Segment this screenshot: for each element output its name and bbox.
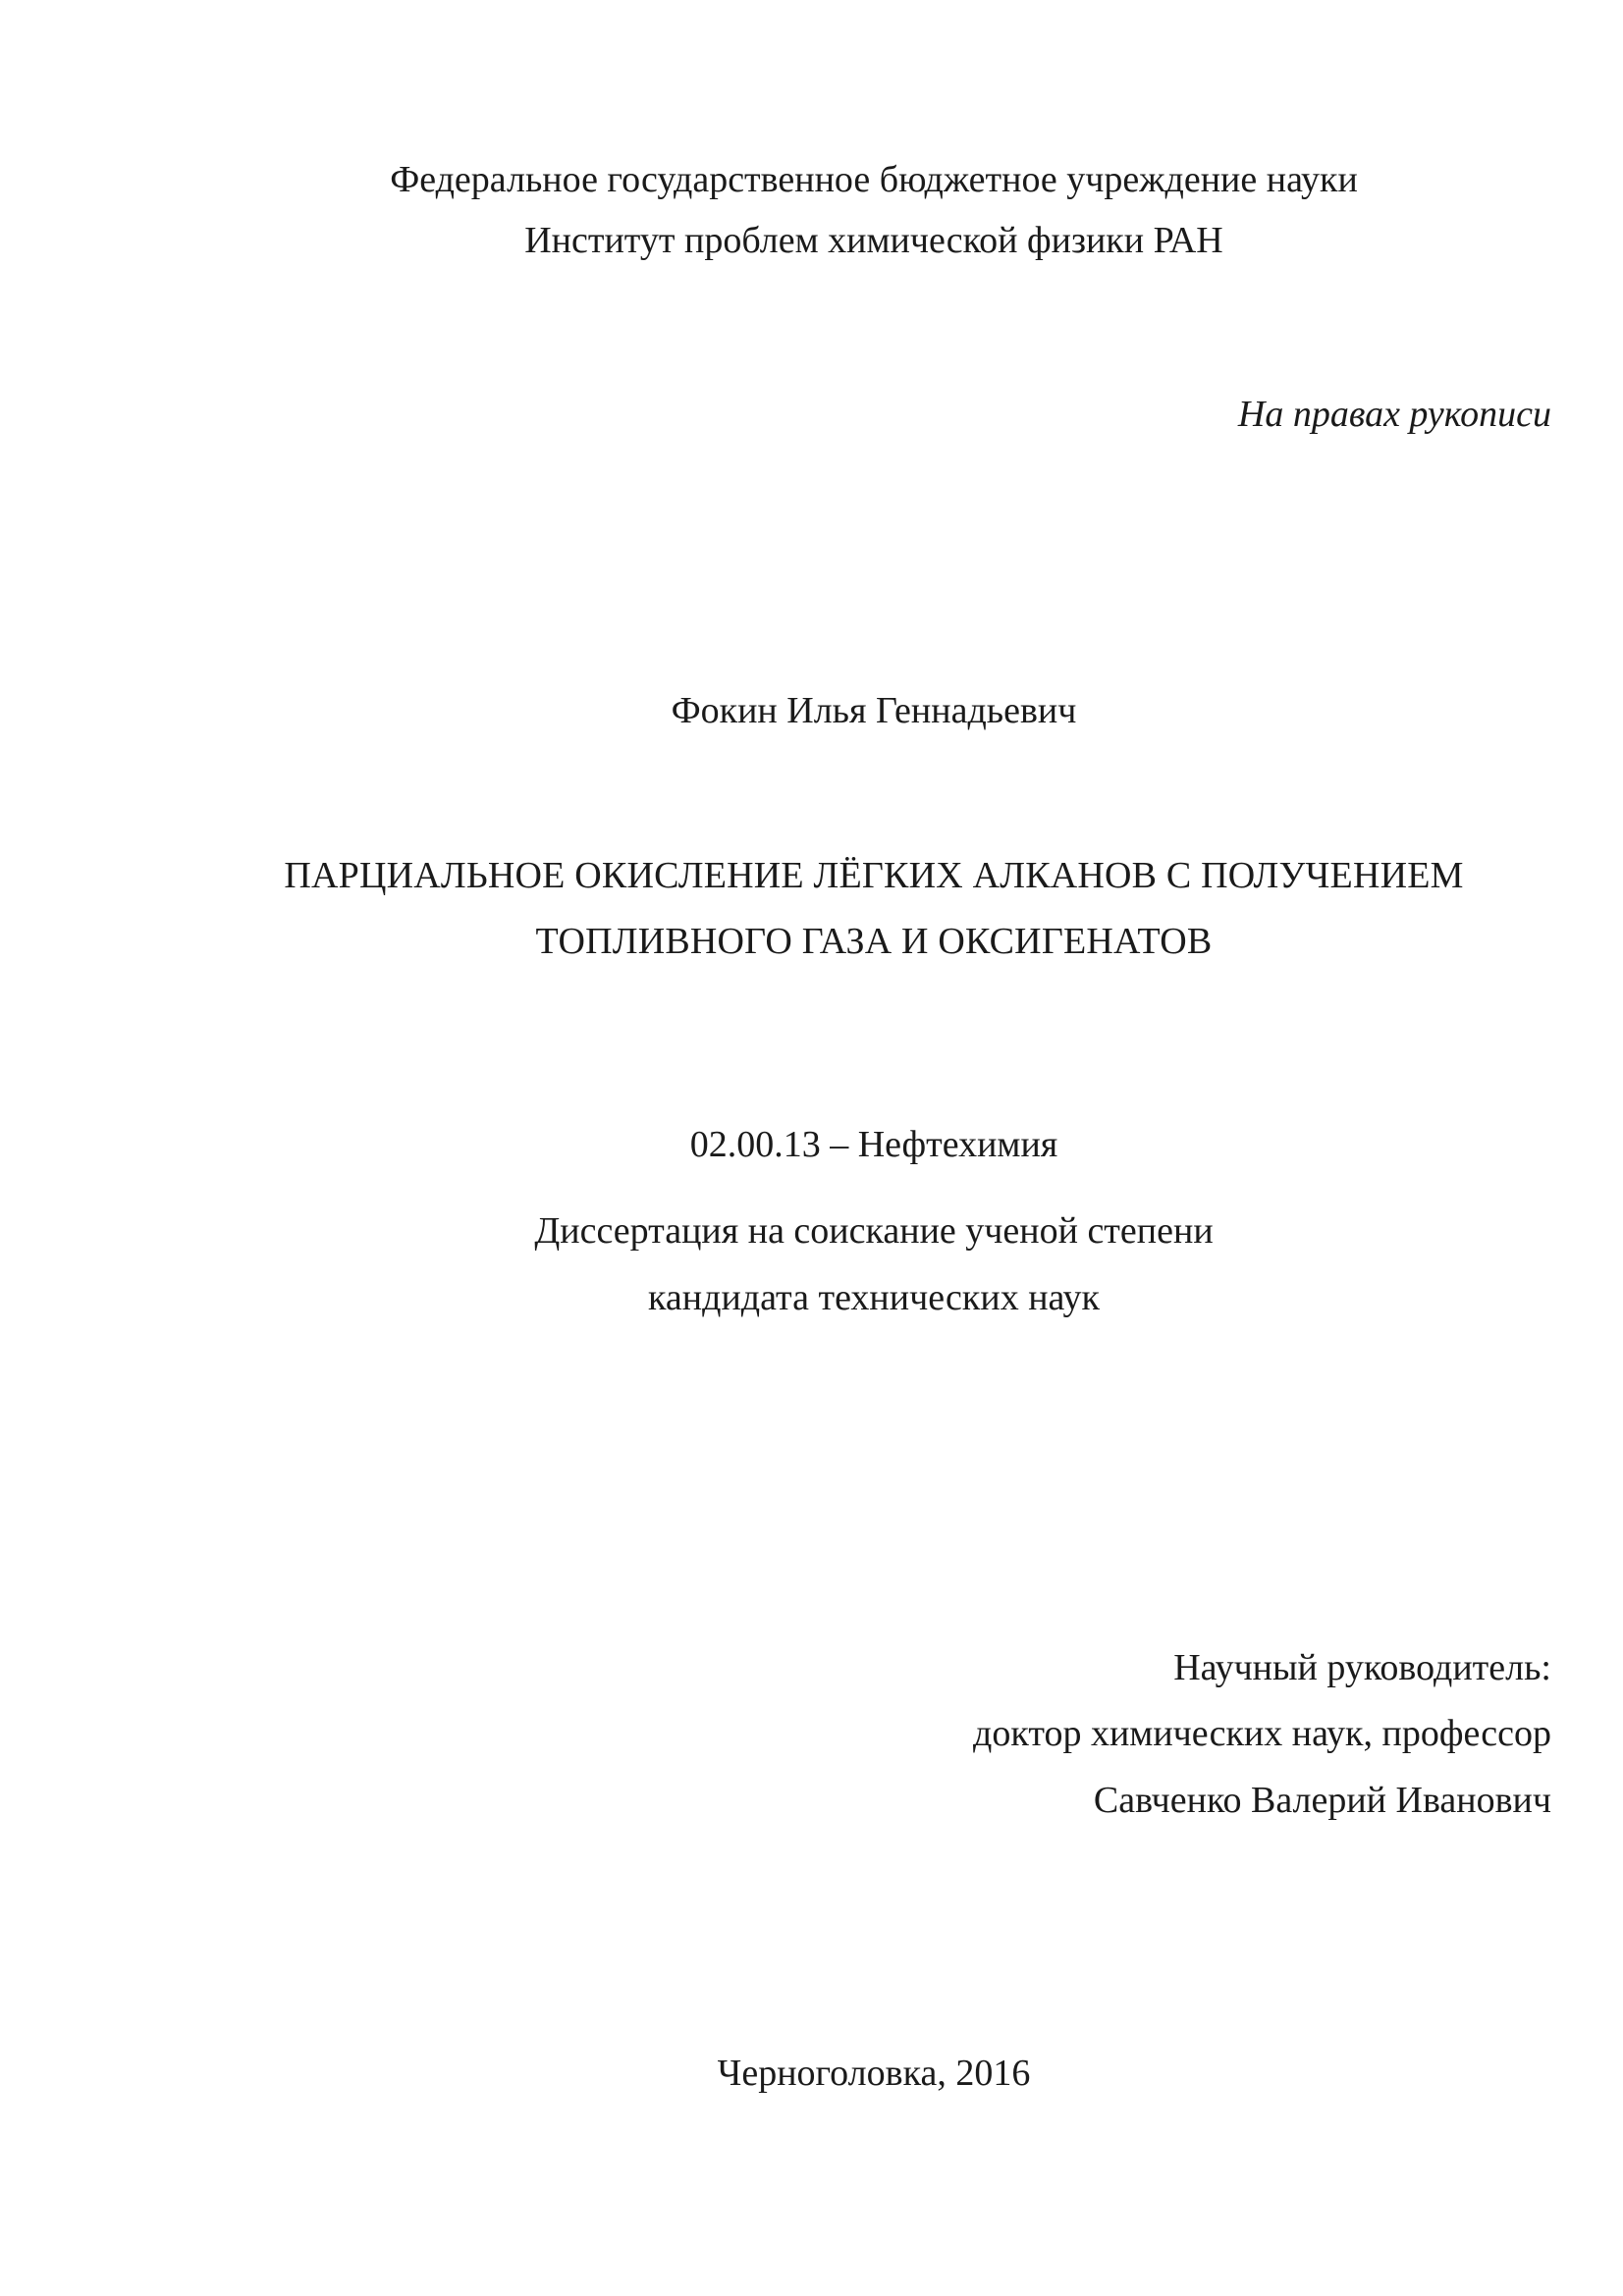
author-name: Фокин Илья Геннадьевич: [671, 690, 1077, 731]
dissertation-title-line-1: ПАРЦИАЛЬНОЕ ОКИСЛЕНИЕ ЛЁГКИХ АЛКАНОВ С ПОЛУЧЕНИЕМ: [284, 855, 1464, 896]
specialty-code: 02.00.13 – Нефтехимия: [689, 1124, 1058, 1165]
organization-name: Федеральное государственное бюджетное учреждение науки: [390, 159, 1358, 200]
manuscript-note: На правах рукописи: [1237, 394, 1551, 435]
dissertation-title-line-2: ТОПЛИВНОГО ГАЗА И ОКСИГЕНАТОВ: [535, 921, 1213, 962]
institute-name: Институт проблем химической физики РАН: [524, 220, 1223, 261]
supervisor-label: Научный руководитель:: [1173, 1647, 1551, 1688]
place-year: Черноголовка, 2016: [717, 2053, 1031, 2094]
supervisor-credentials: доктор химических наук, профессор: [973, 1713, 1551, 1754]
supervisor-name: Савченко Валерий Иванович: [1093, 1780, 1551, 1821]
degree-line-1: Диссертация на соискание ученой степени: [534, 1210, 1214, 1252]
degree-line-2: кандидата технических наук: [648, 1277, 1100, 1318]
